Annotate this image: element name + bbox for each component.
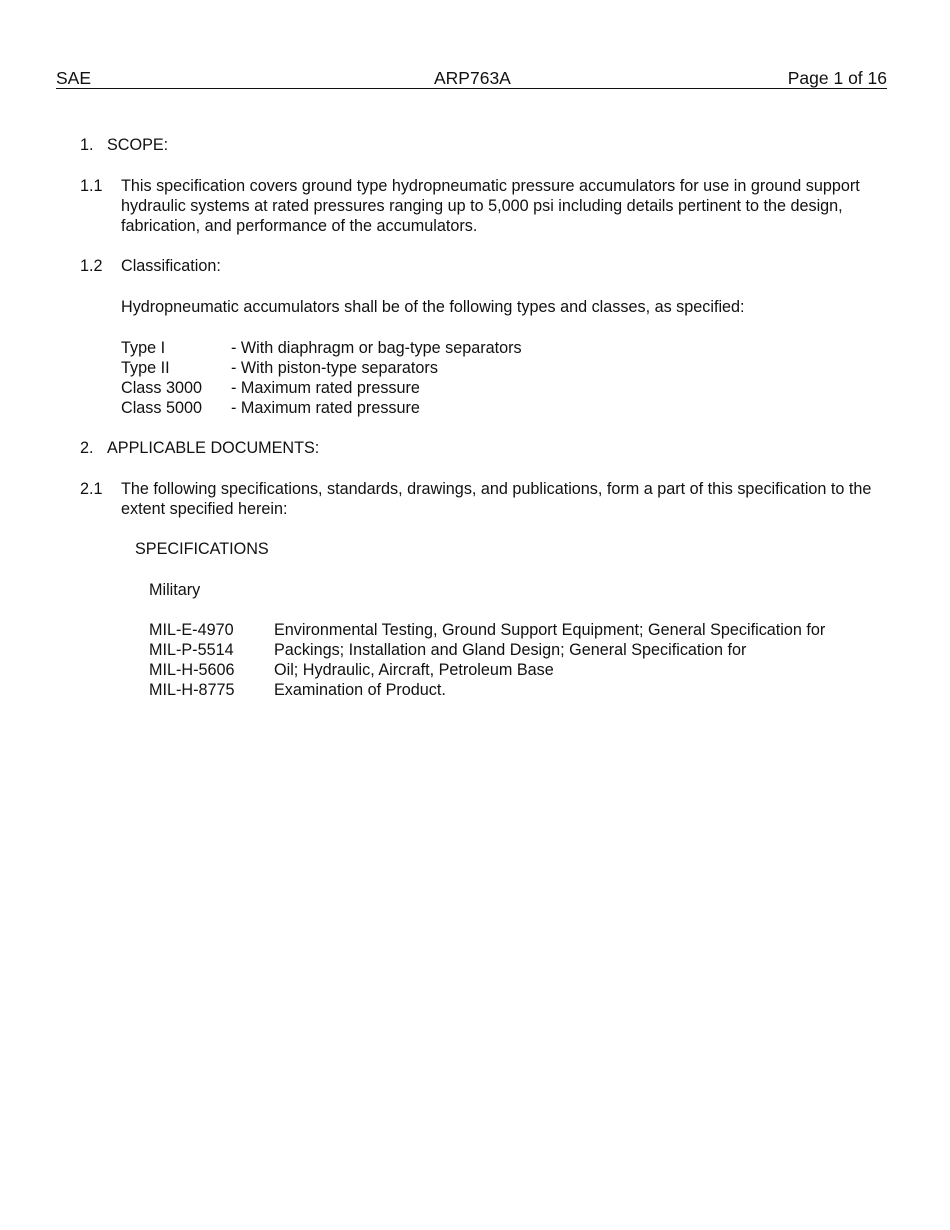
section-1-2-title: Classification: xyxy=(121,257,221,275)
class-desc: - Maximum rated pressure xyxy=(231,399,420,417)
class-term: Type II xyxy=(121,359,170,377)
header-page-number: Page 1 of 16 xyxy=(787,68,887,88)
military-subheading: Military xyxy=(149,581,201,599)
doc-title: Environmental Testing, Ground Support Equipment; General Specification for xyxy=(274,621,826,639)
class-desc: - Maximum rated pressure xyxy=(231,379,420,397)
doc-title: Packings; Installation and Gland Design; General Specification for xyxy=(274,641,747,659)
classification-intro: Hydropneumatic accumulators shall be of the following types and classes, as specified: xyxy=(121,298,745,316)
doc-id: MIL-H-8775 xyxy=(149,681,235,699)
section-1-1-number: 1.1 xyxy=(80,177,103,195)
header-org: SAE xyxy=(56,68,92,88)
section-2-1-number: 2.1 xyxy=(80,480,103,498)
section-2-1-text: The following specifications, standards, drawings, and publications, form a part of this specification to the extent specified herein: xyxy=(121,480,872,518)
doc-title: Oil; Hydraulic, Aircraft, Petroleum Base xyxy=(274,661,554,679)
specifications-heading: SPECIFICATIONS xyxy=(135,540,269,558)
class-term: Class 3000 xyxy=(121,379,202,397)
section-1-number: 1. xyxy=(80,136,94,154)
doc-id: MIL-P-5514 xyxy=(149,641,234,659)
section-2-number: 2. xyxy=(80,439,94,457)
section-1-1-text: This specification covers ground type hydropneumatic pressure accumulators for use in ground support hydraulic systems at rated pressures ranging up to 5,000 psi including details pertinent to the design, fabrication, and performance of the accumulators. xyxy=(121,177,860,235)
page-header xyxy=(56,68,887,89)
doc-title: Examination of Product. xyxy=(274,681,446,699)
doc-id: MIL-H-5606 xyxy=(149,661,235,679)
class-term: Class 5000 xyxy=(121,399,202,417)
class-desc: - With diaphragm or bag-type separators xyxy=(231,339,522,357)
header-doc-number: ARP763A xyxy=(434,68,511,88)
section-1-title: SCOPE: xyxy=(107,136,169,154)
section-2-title: APPLICABLE DOCUMENTS: xyxy=(107,439,320,457)
class-desc: - With piston-type separators xyxy=(231,359,438,377)
doc-id: MIL-E-4970 xyxy=(149,621,234,639)
section-1-2-number: 1.2 xyxy=(80,257,103,275)
class-term: Type I xyxy=(121,339,166,357)
